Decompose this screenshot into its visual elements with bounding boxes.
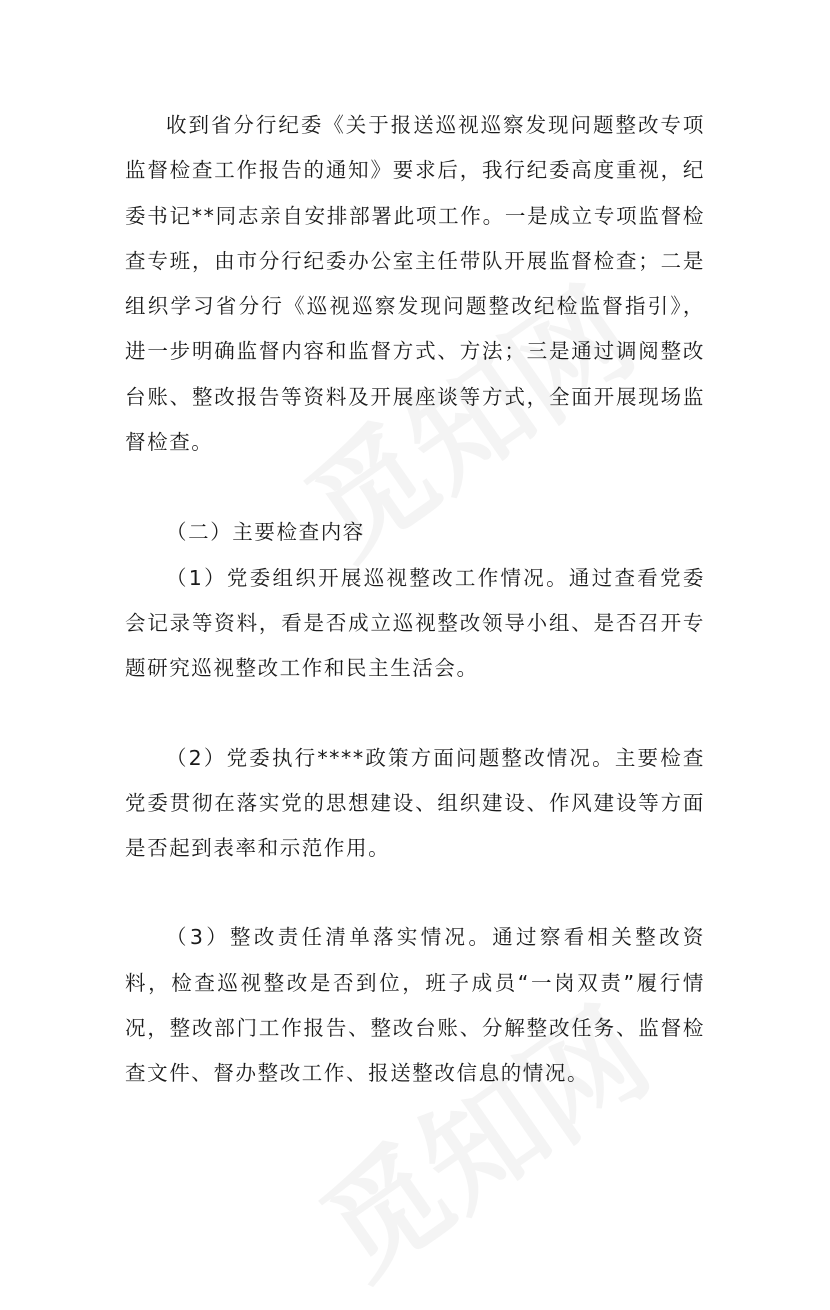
paragraph-item-3: （3）整改责任清单落实情况。通过察看相关整改资料，检查巡视整改是否到位，班子成员“一岗双责”履行情况，整改部门工作报告、整改台账、分解整改任务、监督检查文件、督办整改工作、报送整改信息的情况。 — [125, 925, 705, 1086]
document-body — [125, 103, 705, 1097]
paragraph-intro: 收到省分行纪委《关于报送巡视巡察发现问题整改专项监督检查工作报告的通知》要求后，我行纪委高度重视，纪委书记**同志亲自安排部署此项工作。一是成立专项监督检查专班，由市分行纪委办公室主任带队开展监督检查；二是组织学习省分行《巡视巡察发现问题整改纪检监督指引》，进一步明确监督内容和监督方式、方法；三是通过调阅整改台账、整改报告等资料及开展座谈等方式，全面开展现场监督检查。 — [125, 113, 705, 455]
paragraph-item-1: （1）党委组织开展巡视整改工作情况。通过查看党委会记录等资料，看是否成立巡视整改领导小组、是否召开专题研究巡视整改工作和民主生活会。 — [125, 565, 705, 681]
paragraph-item-2: （2）党委执行****政策方面问题整改情况。主要检查党委贯彻在落实党的思想建设、组织建设、作风建设等方面是否起到表率和示范作用。 — [125, 745, 705, 861]
section-heading: （二）主要检查内容 — [166, 520, 365, 545]
